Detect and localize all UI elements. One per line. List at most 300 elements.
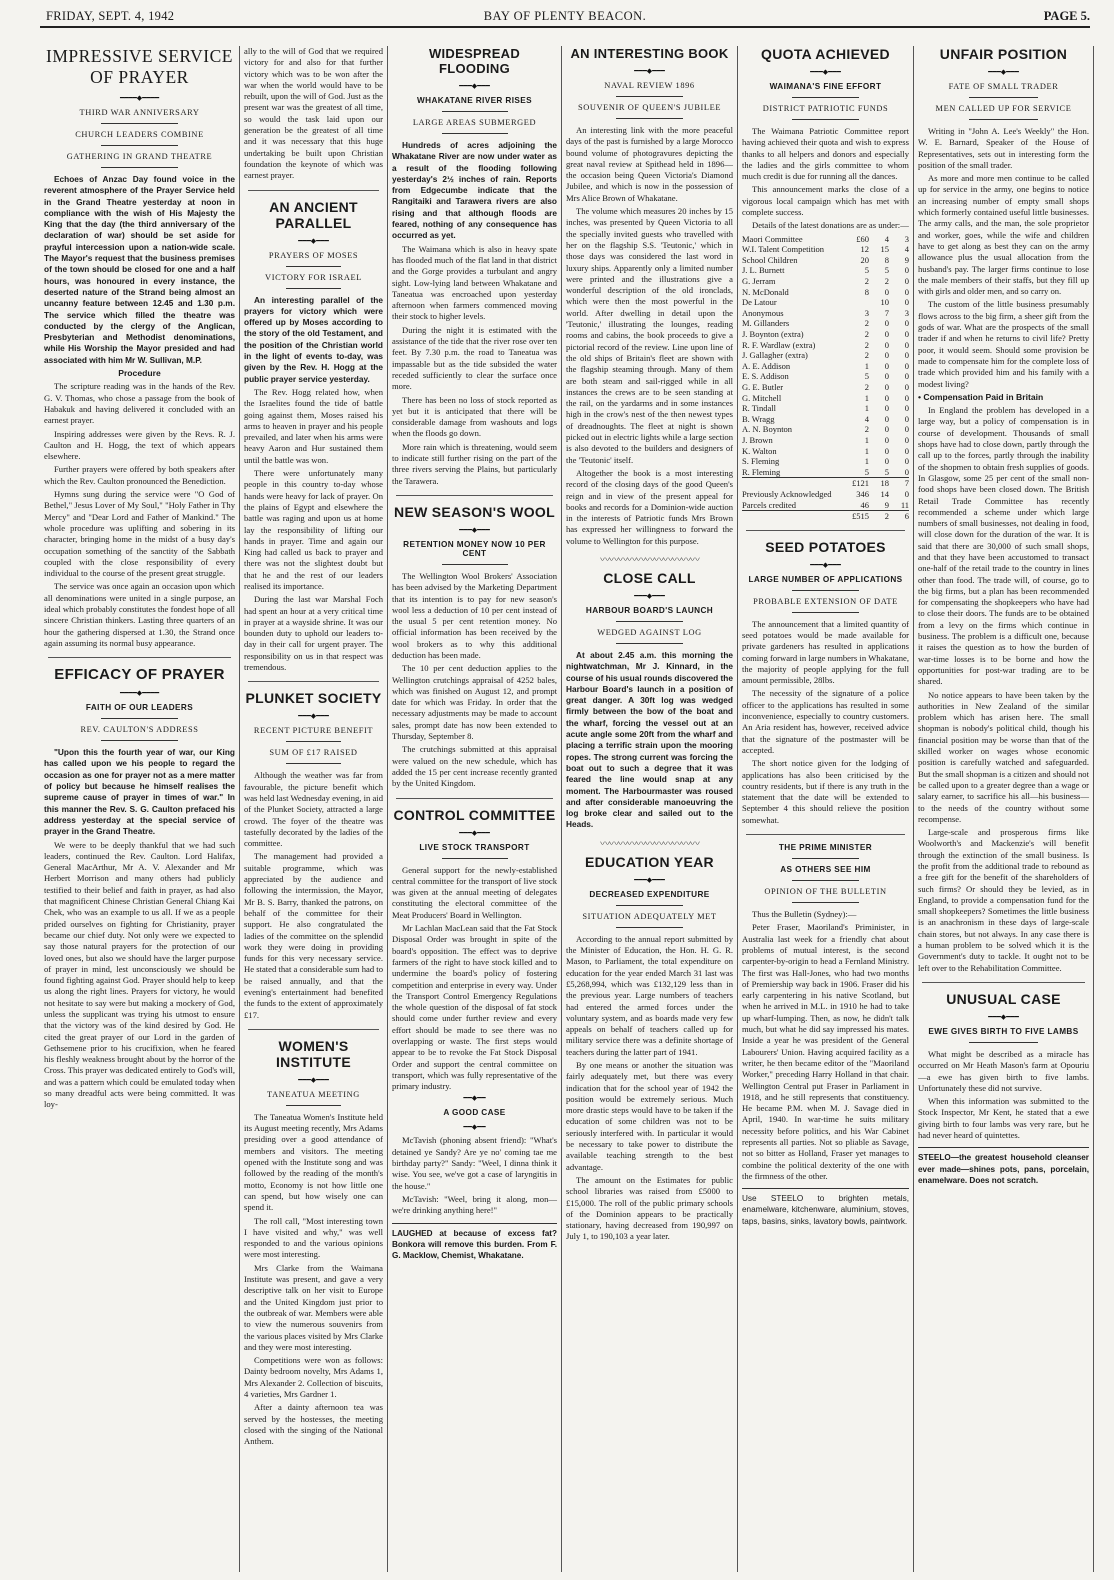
- donor-name: J. Gallagher (extra): [742, 350, 808, 361]
- rule: [101, 167, 177, 168]
- amount-s: 4: [884, 233, 889, 244]
- amount-l: 346: [856, 488, 869, 499]
- separator: [396, 495, 553, 496]
- amount-l: 3: [864, 307, 869, 318]
- donation-row: [742, 340, 909, 351]
- ornament: ━━━◆━━━: [634, 875, 665, 884]
- donor-name: W.I. Talent Competition: [742, 244, 825, 255]
- paragraph: The 10 per cent deduction applies to the Wellington crutchings appraisal of 4252 bales, which was finished on August 12, and prompt date for which was Friday. In order that the necessary adjustments may be made to account sales, prompt date has now been extended to Thursday, September 8.: [392, 663, 557, 742]
- paragraph: The service was once again an occasion upon which all denominations were united in a single purpose, an ideal which probably constitutes the fondest hope of all sincere Christian thinkers. Lasting three quarters of an hour the gathering dispersed at 1.30, the Strand once again assuming its normal busy appearance.: [44, 581, 235, 648]
- amount-l: 1: [864, 403, 869, 414]
- amount-l: 2: [864, 276, 869, 287]
- paragraph: McTavish: "Weel, bring it along, mon—we're drinking anything here!": [392, 1193, 557, 1216]
- amount-d: 0: [904, 339, 909, 350]
- deck: THIRD WAR ANNIVERSARY: [79, 108, 200, 117]
- deck: PROBABLE EXTENSION OF DATE: [753, 596, 898, 606]
- ornament: ━━━━◆━━━━: [119, 94, 160, 102]
- deck: LARGE NUMBER OF APPLICATIONS: [748, 574, 903, 584]
- separator: [922, 982, 1085, 983]
- deck: EWE GIVES BIRTH TO FIVE LAMBS: [928, 1026, 1079, 1036]
- total-row: [742, 511, 909, 522]
- amount-l: 20: [860, 254, 869, 265]
- amount-d: 0: [904, 456, 909, 467]
- deck: REV. CAULTON'S ADDRESS: [80, 725, 199, 735]
- deck: CHURCH LEADERS COMBINE: [75, 130, 204, 139]
- donation-row: [742, 393, 909, 404]
- amount-s: 14: [880, 488, 889, 499]
- separator: [248, 1029, 379, 1030]
- rule: [969, 1042, 1037, 1043]
- donation-row: [742, 446, 909, 457]
- deck: WEDGED AGAINST LOG: [597, 627, 702, 637]
- paper-name: BAY OF PLENTY BEACON.: [483, 9, 647, 23]
- amount-d: 0: [904, 286, 909, 297]
- column-5: [738, 46, 914, 1572]
- lead-paragraph: Hundreds of acres adjoining the Whakatane River are now under water as a result of the flooding following yesterday's 2½ inches of rain. Reports from Edgecumbe indicate that the Rangitaiki and Tarawera rivers are also rising and that although floods are feared, nothing of any consequence has occurred as yet.: [392, 140, 557, 241]
- amount-d: 7: [889, 478, 909, 489]
- donor-name: J. L. Burnett: [742, 265, 785, 276]
- paragraph: Thus the Bulletin (Sydney):—: [752, 909, 857, 920]
- donor-name: R. Tindall: [742, 403, 777, 414]
- donor-name: Previously Acknowledged: [742, 488, 832, 499]
- amount-s: 0: [884, 434, 889, 445]
- headline-womens-institute: WOMEN'S INSTITUTE: [275, 1037, 352, 1070]
- paragraph: The short notice given for the lodging of applications has also been criticised by the country residents, but if there is any truth in the statement that the date will be extended to September 4 this should relieve the position somewhat.: [742, 758, 909, 825]
- amount-d: 4: [904, 244, 909, 255]
- donor-name: Parcels credited: [742, 499, 797, 510]
- paragraph: ally to the will of God that we required victory for and also for that further victory which was to be won after the war when the world would have to be rebuilt, upon the will of God. Just as the present war was the greatest of all time, so would the task laid upon our generation be the greatest of all time and it was necessary that this huge undertaking be built upon Christian foundation the keynote of which was earnest prayer.: [244, 46, 383, 181]
- donation-row: [742, 435, 909, 446]
- headline-wool: NEW SEASON'S WOOL: [394, 503, 555, 520]
- rule: [616, 927, 683, 928]
- subhead: Procedure: [118, 368, 161, 379]
- lead-paragraph: At about 2.45 a.m. this morning the nightwatchman, Mr J. Kinnard, in the course of his usual rounds discovered the Harbour Board's launch in a position of great danger. A 30ft log was wedged firmly between the bow of the boat and the wharf, forcing the vessel out at an acute angle some 20ft from the wharf and placing a terrific strain upon the mooring ropes. The strong current was forcing the boat out to such a degree that it was feared the line would snap at any moment. The Harbourmaster was roused and after considerable manoeuvring the log broke clear and sailed out to the Heads.: [566, 649, 733, 830]
- deck: THE PRIME MINISTER: [778, 843, 873, 853]
- donation-row: [742, 234, 909, 245]
- rule: [442, 111, 508, 112]
- amount-l: 4: [864, 413, 869, 424]
- rule: [101, 145, 177, 146]
- deck: DISTRICT PATRIOTIC FUNDS: [762, 104, 889, 113]
- amount-l: 1: [864, 445, 869, 456]
- donation-row: [742, 308, 909, 319]
- deck: RECENT PICTURE BENEFIT: [253, 726, 374, 736]
- donation-row: [742, 287, 909, 298]
- donor-name: A. N. Boynton: [742, 424, 793, 435]
- headline-unusual-case: UNUSUAL CASE: [946, 990, 1061, 1007]
- amount-l: 1: [864, 392, 869, 403]
- deck: SOUVENIR OF QUEEN'S JUBILEE: [577, 103, 722, 112]
- donation-row: [742, 329, 909, 340]
- amount-s: 0: [884, 424, 889, 435]
- deck: SUM OF £17 RAISED: [269, 748, 358, 758]
- rule: [792, 97, 859, 98]
- amount-l: 1: [864, 456, 869, 467]
- paragraph: More rain which is threatening, would seem to indicate still further rising on the part of the three rivers serving the Plains, but particularly the Tarawera.: [392, 441, 557, 486]
- rule: [969, 119, 1037, 120]
- amount-d: 0: [904, 488, 909, 499]
- paragraph: The roll call, "Most interesting town I have visited and why," was well responded to and the various opinions were most interesting.: [244, 1215, 383, 1260]
- paragraph: During the last war Marshal Foch had spent an hour at a very critical time in prayer at a wayside shrine. It was our bounden duty to uphold our leaders to-day in their call for urgent prayer. The responsibility on us in that respect was tremendous.: [244, 594, 383, 673]
- ornament: ━━◆━━: [463, 1094, 486, 1103]
- rule: [792, 902, 859, 903]
- amount-s: 0: [884, 350, 889, 361]
- headline-quota-achieved: QUOTA ACHIEVED: [761, 46, 890, 62]
- rule: [616, 905, 683, 906]
- deck: FATE OF SMALL TRADER: [948, 82, 1059, 91]
- deck: FAITH OF OUR LEADERS: [85, 703, 194, 713]
- paragraph: The custom of the little business presumably flows across to the big firm, a sheer gift from the gods of war. What are the prospects of the small trader if and when he returns to civil life? Pretty poor, it would seem. Should some provision be made to compensate him for the complete loss of trade which provided him and his family with a modest living?: [918, 299, 1089, 389]
- amount-s: 0: [884, 371, 889, 382]
- deck: SITUATION ADEQUATELY MET: [582, 911, 717, 921]
- donor-name: G. E. Butler: [742, 381, 784, 392]
- deck: OPINION OF THE BULLETIN: [764, 887, 887, 897]
- lead-paragraph: "Upon this the fourth year of war, our King has called upon we his people to regard the occasion as one for prayer not as a mere matter of policy but because he himself realises the supreme cause of prayer in times of war." In this manner the Rev. S. G. Caulton prefaced his address yesterday at the special service of prayer in the Grand Theatre.: [44, 747, 235, 837]
- donation-row: [742, 361, 909, 372]
- column-2: [240, 46, 388, 1572]
- rule: [442, 858, 508, 859]
- donor-name: E. S. Addison: [742, 371, 789, 382]
- separator: [746, 530, 905, 531]
- donation-row: [742, 489, 909, 500]
- deck: AS OTHERS SEE HIM: [780, 865, 871, 875]
- donor-name: S. Fleming: [742, 456, 780, 467]
- amount-l: 46: [860, 499, 869, 510]
- headline-unfair-position: UNFAIR POSITION: [939, 46, 1068, 62]
- amount-d: 0: [904, 265, 909, 276]
- amount-l: 12: [860, 244, 869, 255]
- ad-text: STEELO—the greatest household cleanser ever made—shines pots, pans, porcelain, enamelware. Does not scratch.: [918, 1153, 1089, 1185]
- paragraph: Writing in "John A. Lee's Weekly" the Hon. W. E. Barnard, Speaker of the House of Representatives, sets out in interesting form the position of the small trader.: [918, 126, 1089, 170]
- ornament: ━━━◆━━━: [810, 68, 841, 76]
- deck: A GOOD CASE: [443, 1108, 506, 1118]
- amount-d: 0: [904, 466, 909, 477]
- rule: [792, 612, 859, 613]
- donation-row: [742, 403, 909, 414]
- amount-d: 0: [904, 371, 909, 382]
- paragraph: The Waimana which is also in heavy spate has flooded much of the flat land in that district and the Gorge provides a turbulant and angry sight. Low-lying land between Whakatane and Taneatua was encroached upon yesterday afternoon when farmers commenced moving their stock to higher levels.: [392, 243, 557, 322]
- amount-s: 5: [884, 466, 889, 477]
- deck: PRAYERS OF MOSES: [268, 250, 359, 260]
- amount-d: 0: [904, 329, 909, 340]
- amount-s: 0: [884, 286, 889, 297]
- donor-name: G. Jerram: [742, 276, 776, 287]
- amount-l: £515: [849, 511, 869, 522]
- headline-plunket: PLUNKET SOCIETY: [245, 690, 382, 707]
- amount-l: 8: [864, 286, 869, 297]
- donation-row: [742, 297, 909, 308]
- amount-d: 0: [904, 297, 909, 308]
- amount-s: 18: [869, 478, 889, 489]
- donation-row: [742, 456, 909, 467]
- headline-ancient-parallel: AN ANCIENT PARALLEL: [269, 198, 358, 231]
- amount-l: 2: [864, 424, 869, 435]
- column-4: [562, 46, 738, 1572]
- ornament: ━━━◆━━━: [634, 67, 665, 75]
- amount-s: 0: [884, 392, 889, 403]
- separator: [746, 834, 905, 835]
- donor-name: G. Mitchell: [742, 392, 782, 403]
- amount-l: £60: [856, 233, 869, 244]
- donor-name: De Latour: [742, 297, 777, 308]
- rule: [286, 288, 342, 289]
- donor-name: J. Boynton (extra): [742, 329, 804, 340]
- headline-impressive-service: IMPRESSIVE SERVICE OF PRAYER: [46, 46, 233, 87]
- rule: [792, 858, 859, 859]
- rule: [101, 123, 177, 124]
- paragraph: Mr Lachlan MacLean said that the Fat Stock Disposal Order was brought in spite of the board's opposition. The effect was to deprive farmers of the right to have stock killed and to undermine the board's policy of fostering competition and enterprise in every way. Under the Transport Control Emergency Regulations the whole question of the disposal of fat stock should come under further review and every effort should be made to see there was no overlapping or waste. The first steps would appear to be to revoke the Fat Stock Disposal Order and support the central committee on transport, which was fully representative of the primary industry.: [392, 923, 557, 1092]
- rule: [616, 643, 683, 644]
- amount-d: 3: [904, 307, 909, 318]
- donation-row: [742, 265, 909, 276]
- rule: [101, 718, 177, 719]
- donor-name: R. Fleming: [742, 466, 781, 477]
- separator: [396, 798, 553, 799]
- separator: [48, 657, 231, 658]
- donation-row: [742, 424, 909, 435]
- amount-d: 0: [904, 424, 909, 435]
- paragraph: The Wellington Wool Brokers' Association has been advised by the Marketing Department that its intention is to pay for new season's wool less a deduction of 10 per cent instead of the usual 5 per cent retention money. No official information has been received by the wool brokers as to why this additional deduction has been made.: [392, 570, 557, 660]
- donor-name: Anonymous: [742, 307, 784, 318]
- rule: [969, 97, 1037, 98]
- paragraph: No notice appears to have been taken by the authorities in New Zealand of the similar problem which has arisen here. The small shopman is nobody's political child, though his financial position may be worse than that of the skilled worker on wages whose economic position is carefully watched and safeguarded. But the small shopman is a citizen and should not be called upon to a greater degree than a wage or salary earner, to sacrifice his all—his business—to the needs of the country without some recompense.: [918, 689, 1089, 824]
- amount-l: [849, 297, 869, 308]
- paragraph: Further prayers were offered by both speakers after which the Rev. Caulton pronounced the Benediction.: [44, 464, 235, 486]
- donations-table: [742, 234, 909, 522]
- donor-name: [742, 478, 849, 489]
- amount-s: 0: [884, 445, 889, 456]
- paragraph: The management had provided a suitable programme, which was appreciated by the audience and following the intermission, the Mayor, Mr B. S. Barry, thanked the patrons, on behalf of the committee for their support. He also congratulated the ladies of the committee on the splendid work they were doing in providing funds for this very necessary service. He stated that a considerable sum had to be raised annually, and that the evening's entertainment had benefited the funds to the extent of approximately £17.: [244, 851, 383, 1020]
- ad-text: Use STEELO to brighten metals, enamelware, kitchenware, aluminium, stoves, taps, basins, sinks, lavatory bowls, paintwork.: [742, 1194, 909, 1226]
- donor-name: [742, 511, 849, 522]
- paragraph: An interesting link with the more peaceful days of the past is furnished by a large Morocco bound volume of photogravures depicting the great naval review at Spithead held in 1896—the occasion being Queen Victoria's Diamond Jubilee, and which is now in the possession of Mrs Alice Brown of Whakatane.: [566, 125, 733, 203]
- ornament: ━━━◆━━━: [988, 1012, 1019, 1021]
- amount-l: 2: [864, 339, 869, 350]
- paragraph: The volume which measures 20 inches by 15 inches, was presented by Queen Victoria to all the specially invited guests who travelled with her on the flagship S.S. 'Teutonic,' which in those days was considered the last word in luxury ships. Apparently only a limited number were printed and the illustrations give a wonderful description of the old ironclads, which were then the most powerful in the world. After dwelling in detail upon the 'Teutonic,' illustrating the lounges, reading rooms and cabins, the book proceeds to give a pictorial record of the review. Line upon line of the old ships of Britain's fleet are shown with the flagship steaming through. Many of them are both steam and sail-rigged while in all instances the crews are to be seen standing at the rail, on the yardarms and in some instances high in the crow's nest of the then newest types of dreadnoughts. The fleet at night is shown picked out in electric lights while a large section is also devoted to the builders and designers of the 'Teutonic' itself.: [566, 206, 733, 465]
- amount-s: 2: [884, 276, 889, 287]
- paragraph: During the night it is estimated with the assistance of the tide that the river rose over ten feet. By 7.30 p.m. the road to Taneatua was impassable but as the tide subsided the water receded sufficiently to clear the surface once more.: [392, 324, 557, 392]
- donation-row: [742, 500, 909, 511]
- amount-s: 8: [884, 254, 889, 265]
- amount-l: 2: [864, 350, 869, 361]
- advertisement-steelo-2: [918, 1147, 1089, 1186]
- donation-row: [742, 371, 909, 382]
- amount-s: 0: [884, 318, 889, 329]
- ad-text: LAUGHED at because of excess fat? Bonkora will remove this burden. From F. G. Macklow, Chemist, Whakatane.: [392, 1228, 557, 1261]
- advertisement-bonkora: [392, 1223, 557, 1262]
- paragraph: The Taneatua Women's Institute held its August meeting recently, Mrs Adams presiding over a good attendance of members and visitors. The meeting opened with the Institute song and was followed by the reading of the month's motto, Economy is not how little one can spend, but how wisely one can spend it.: [244, 1111, 383, 1213]
- paragraph: What might be described as a miracle has occurred on Mr Heath Mason's farm at Opouriu—a ewe has given birth to five lambs. Unfortunately these did not survive.: [918, 1048, 1089, 1093]
- paragraph: The Waimana Patriotic Committee report having achieved their quota and wish to express thanks to all helpers and donors and especially the ladies and the girls committee to whom much credit is due for running all the dances.: [742, 126, 909, 182]
- donor-name: A. E. Addison: [742, 360, 791, 371]
- ornament: ━━━◆━━━: [298, 712, 329, 721]
- amount-s: 9: [884, 499, 889, 510]
- headline-education-year: EDUCATION YEAR: [585, 853, 714, 870]
- donor-name: J. Brown: [742, 434, 773, 445]
- amount-s: 0: [884, 339, 889, 350]
- total-row: [742, 478, 909, 489]
- amount-s: 0: [884, 413, 889, 424]
- paragraph: Competitions were won as follows: Dainty bedroom novelty, Mrs Adams 1, Mrs Alexander 2. Collection of biscuits, 4 varieties, Mrs Gardner 1.: [244, 1355, 383, 1400]
- amount-d: 0: [904, 360, 909, 371]
- rule: [442, 564, 508, 565]
- separator: [248, 190, 379, 191]
- donation-row: [742, 318, 909, 329]
- paragraph: Altogether the book is a most interesting record of the closing days of the good Queen's reign and in view of the present appeal for books and records for a Dominion-wide auction in the interests of Patriotic funds Mrs Brown has expressed her willingness to forward the volume to Wellington for this purpose.: [566, 467, 733, 546]
- deck: WHAKATANE RIVER RISES: [417, 96, 532, 105]
- paragraph: The announcement that a limited quantity of seed potatoes would be made available for private gardeners has resulted in applications coming forward in large numbers in Whakatane, the majority of people applying for the full amount permissible, 28lbs.: [742, 618, 909, 686]
- headline-control-committee: CONTROL COMMITTEE: [393, 806, 556, 823]
- deck: VICTORY FOR ISRAEL: [265, 272, 362, 282]
- donation-row: [742, 382, 909, 393]
- donor-name: K. Walton: [742, 445, 777, 456]
- deck: WAIMANA'S FINE EFFORT: [769, 82, 882, 91]
- deck: GATHERING IN GRAND THEATRE: [66, 152, 213, 161]
- amount-s: 0: [884, 381, 889, 392]
- headline-seed-potatoes: SEED POTATOES: [765, 538, 886, 555]
- amount-s: 0: [884, 329, 889, 340]
- amount-s: 0: [884, 456, 889, 467]
- amount-s: 0: [884, 360, 889, 371]
- donor-name: Maori Committee: [742, 233, 803, 244]
- donor-name: R. F. Wardlaw (extra): [742, 339, 816, 350]
- amount-l: 2: [864, 381, 869, 392]
- paragraph: We were to be deeply thankful that we had such leaders, continued the Rev. Caulton. Lord Halifax, General MacArthur, Mr A. V. Alexander and Mr Herbert Morrison and many others had publicly testified to their belief and faith in prayer, as had also that magnificent Chinese Christian General Chiang Kai Chek, who was an example to us all. If we as a people prided ourselves on fighting for Christianity, prayer became our chief duty. Not only were we expected to say those natural prayers for the protection of our loved ones, but also we should have the larger purpose of prayer in mind, lest unconsciously we should be found fighting against God. Prayer should help to keep us along the right lines. Prayers for victory, he would not hesitate to say were but making a mockery of God, unless the supplicant was trying his utmost to ensure that the victory was of the kind desired by God. He cited the great prayer of our Lord in the garden of Gethsemene prior to his crucifixion, when he feared his fleshly weakness brought about by the horror of the Cross. This prayer was dedicated entirely to God's will, and was a pattern which could be emulated today when so many dreadful acts were being committed. It was loy-: [44, 839, 235, 1110]
- rule: [616, 118, 683, 119]
- amount-l: 1: [864, 434, 869, 445]
- headline-flooding: WIDESPREAD FLOODING: [428, 46, 521, 76]
- lead-paragraph: Echoes of Anzac Day found voice in the reverent atmosphere of the Prayer Service held in the Grand Theatre yesterday at noon in compliance with the wish of His Majesty the King that the day (the third anniversary of the declaration of war) should be set aside for prayful intercession upon a nation-wide scale. The Mayor's request that the business premises of the town should be closed for one and a half hours, was honoured in every instance, the deserted nature of the Strand being almost an uncanny feature between 12.45 and 1.30 p.m. The service which filled the theatre was conducted by the clergy of the Anglican, Presbyterian and Methodist denominations, while His Worship the Mayor presided and had associated with him Mr W. Sullivan, M.P.: [44, 174, 235, 365]
- deck: LARGE AREAS SUBMERGED: [412, 118, 537, 127]
- amount-d: 0: [904, 413, 909, 424]
- paragraph: There has been no loss of stock reported as yet but it is anticipated that there will be considerable damage from washouts and logs when the floods go down.: [392, 394, 557, 439]
- paragraph: Peter Fraser, Maoriland's Priminister, in Australia last week for a friendly chat about problems of mutual interest, is the second carpenter-by-origin to head a Fernland Ministry. The first was Hall-Jones, who had two months of Premiership way back in 1906. Fraser did his early carpentering in his native Scotland, but when he arrived in M.L. in 1910 he had to take up wharf-lumping. Then, as now, he didn't talk much, but what he did say impressed his mates. Inside a year he was president of the General Labourers' Union. Having acquired facility as a writer, he then became editor of the "Maoriland Worker," preceding Harry Holland in that chair. Wellington Central put Fraser in Parliament in 1918, and he still represents that constituency. He became P.M. when M. J. Savage died in April, 1940. In war-time he suits military necessity before politics, and his War Cabinet represents all parties. Not so pliable as Savage, not so bitter as Holland, Fraser yet manages to combine the political dexterity of the one with the firmness of the other.: [742, 922, 909, 1181]
- amount-l: 5: [864, 466, 869, 477]
- ornament: ━━◆━━: [463, 1123, 486, 1132]
- paragraph: Hymns sung during the service were "O God of Bethel," Jesus Lover of My Soul," "Holy Father in Thy Mercy" and "Dear Lord and Father of Mankind." The whole procedure was uplifting and sobering in its character, bringing home in the midst of a busy day's occupation something of the sanctity of the Sabbath coupled with the close responsibility of every individual to the course of the present great struggle.: [44, 489, 235, 579]
- paragraph: The Rev. Hogg related how, when the Israelites found the tide of battle going against them, Moses raised his arms to heaven in prayer and his people prevailed, and later when his arms were heavy Aaron and Hur sustained them until the battle was won.: [244, 386, 383, 465]
- amount-d: 0: [904, 350, 909, 361]
- rule: [286, 266, 342, 267]
- ornament: ━━━◆━━━: [810, 560, 841, 569]
- amount-d: 0: [904, 445, 909, 456]
- amount-l: £121: [849, 478, 869, 489]
- amount-d: 0: [904, 381, 909, 392]
- donation-row: [742, 414, 909, 425]
- ornament: ━━━◆━━━: [459, 525, 490, 534]
- donation-row: [742, 467, 909, 478]
- amount-d: 0: [904, 276, 909, 287]
- deck: DECREASED EXPENDITURE: [589, 889, 710, 899]
- column-3: [388, 46, 562, 1572]
- paragraph: The scripture reading was in the hands of the Rev. G. V. Thomas, who chose a passage from the book of Habakuk and having delivered it concluded with an earnest prayer.: [44, 381, 235, 426]
- donor-name: N. McDonald: [742, 286, 789, 297]
- page-number: PAGE 5.: [1043, 9, 1090, 23]
- amount-s: 15: [880, 244, 889, 255]
- amount-s: 5: [884, 265, 889, 276]
- rule: [286, 741, 342, 742]
- donor-name: B. Wragg: [742, 413, 775, 424]
- donation-row: [742, 276, 909, 287]
- masthead: [40, 6, 1090, 28]
- paragraph: This announcement marks the close of a vigorous local campaign which has met with complete success.: [742, 184, 909, 218]
- amount-l: 5: [864, 265, 869, 276]
- rule: [286, 763, 342, 764]
- paragraph: After a dainty afternoon tea was served by the hostesses, the meeting closed with the singing of the National Anthem.: [244, 1402, 383, 1447]
- column-1: [40, 46, 240, 1572]
- paragraph: According to the annual report submitted by the Minister of Education, the Hon. H. G. R. Mason, to Parliament, the total expenditure on education for the year ended March 31 last was £5,268,994, which was £132,129 less than in the previous year. Large numbers of teachers had entered the armed forces under the voluntary system, and as boards made very few appeals on behalf of teachers called up for military service there was a definite shortage of teachers during the latter part of 1941.: [566, 933, 733, 1057]
- rule: [792, 880, 859, 881]
- ornament: ━━━◆━━━: [634, 591, 665, 600]
- ornament: ━━━◆━━━: [988, 68, 1019, 76]
- paragraph: General support for the newly-established central committee for the transport of live stock was given at the annual meeting of delegates constituting the electoral committee of the Meat Producers' Board in Wellington.: [392, 864, 557, 920]
- amount-d: 0: [904, 434, 909, 445]
- deck: HARBOUR BOARD'S LAUNCH: [585, 605, 714, 615]
- amount-d: 3: [904, 233, 909, 244]
- rule: [442, 133, 508, 134]
- deck: NAVAL REVIEW 1896: [604, 81, 695, 90]
- amount-l: 2: [864, 329, 869, 340]
- rule: [616, 96, 683, 97]
- amount-l: 1: [864, 360, 869, 371]
- deck: RETENTION MONEY NOW 10 PER CENT: [403, 539, 546, 558]
- rule: [792, 119, 859, 120]
- amount-d: 9: [904, 254, 909, 265]
- donor-name: M. Gillanders: [742, 318, 790, 329]
- paragraph: As more and more men continue to be called up for service in the army, one begins to notice an increasing number of empty small shops which formerly contained useful little businesses. The army calls, and the man, the sole proprietor and worker, goes, while the wife and children have to get along as best they can on the army allowance plus the usual allocation from the husband's pay. The larger firms continue to lose the male members of their staffs, but they fill up with girls and older men, and so carry on.: [918, 173, 1089, 297]
- paragraph: There were unfortunately many people in this country to-day whose hands were heavy for lack of prayer. On the plains of Egypt and elsewhere the battle was raging and upon us at home lay the responsibility of lifting our hands in prayer. Time and again our King had called us back to prayer and there was not the slightest doubt but that he and the rest of our leaders realised its importance.: [244, 468, 383, 591]
- rule: [286, 1105, 342, 1106]
- paragraph: When this information was submitted to the Stock Inspector, Mr Kent, he stated that a ewe giving birth to four lambs was very rare, but he had never heard of quintettes.: [918, 1096, 1089, 1141]
- column-6: [914, 46, 1094, 1572]
- donation-row: [742, 350, 909, 361]
- paragraph: The crutchings submitted at this appraisal were valued on the new schedule, which has added the 15 per cent increase recently granted by the United Kingdom.: [392, 744, 557, 789]
- paragraph: By one means or another the situation was fairly adequately met, but there was every indication that for the school year of 1942 the position would be extremely serious. Much more drastic steps would have to be taken if the education of some children was not to be seriously interfered with. In particular it would be necessary to take power to distribute the available teaching strength to the best advantage.: [566, 1060, 733, 1172]
- lead-paragraph: An interesting parallel of the prayers for victory which were offered up by Moses according to the story of the old Testament, and the position of the Christian world in the light of events to-day, was given by the Rev. H. Hogg at the public prayer service yesterday.: [244, 294, 383, 384]
- paragraph: Mrs Clarke from the Waimana Institute was present, and gave a very descriptive talk on her visit to Europe and the United Kingdom just prior to the outbreak of war. Members were able to view the numerous souvenirs from the various places visited by Mrs Clarke and they were most interesting.: [244, 1262, 383, 1352]
- ornament: ━━━◆━━━: [298, 236, 329, 245]
- amount-s: 0: [884, 403, 889, 414]
- paragraph: The amount on the Estimates for public school libraries was raised from £5000 to £15,000. The roll of the public primary schools of the Dominion appears to be practically stationary, having decreased from 190,997 on July 1, to 190,103 a year later.: [566, 1174, 733, 1242]
- ornament: ━━━◆━━━: [459, 828, 490, 837]
- wave-ornament: 〰〰〰〰〰〰〰〰〰〰〰: [600, 554, 699, 566]
- paragraph: Although the weather was far from favourable, the picture benefit which was held last Wednesday evening, in aid of the Plunket Society, attracted a large crowd. The foyer of the theatre was tastefully decorated by the ladies of the committee.: [244, 770, 383, 849]
- ornament: ━━━◆━━━: [298, 1075, 329, 1084]
- deck: TANEATUA MEETING: [267, 1089, 360, 1099]
- amount-s: 7: [884, 307, 889, 318]
- paragraph: McTavish (phoning absent friend): "What's detained ye Sandy? Are ye no' coming tae me birthday party?" Sandy: "Weel, I dinna think it wise. You see, we've got a case of laryngitis in the house.": [392, 1135, 557, 1191]
- separator: [248, 681, 379, 682]
- amount-s: 2: [869, 511, 889, 522]
- amount-d: 11: [900, 499, 909, 510]
- headline-close-call: CLOSE CALL: [603, 569, 696, 586]
- amount-s: 10: [880, 297, 889, 308]
- headline-interesting-book: AN INTERESTING BOOK: [570, 46, 729, 61]
- amount-l: 5: [864, 371, 869, 382]
- rule: [101, 740, 177, 741]
- paragraph: The necessity of the signature of a police officer to the applications has resulted in some inconvenience, especially to country customers. An Aria resident has, however, received advice that the signature of the postmaster will be accepted.: [742, 688, 909, 755]
- deck: MEN CALLED UP FOR SERVICE: [935, 104, 1072, 113]
- donation-row: [742, 255, 909, 266]
- amount-l: 2: [864, 318, 869, 329]
- advertisement-steelo: [742, 1188, 909, 1227]
- ornament: ━━━━◆━━━━: [119, 689, 160, 698]
- paragraph: Inspiring addresses were given by the Revs. R. J. Caulton and H. Hogg, the text of which appears elsewhere.: [44, 428, 235, 462]
- amount-d: 6: [889, 511, 909, 522]
- amount-d: 0: [904, 392, 909, 403]
- paragraph: Details of the latest donations are as under:—: [752, 220, 909, 231]
- donation-row: [742, 244, 909, 255]
